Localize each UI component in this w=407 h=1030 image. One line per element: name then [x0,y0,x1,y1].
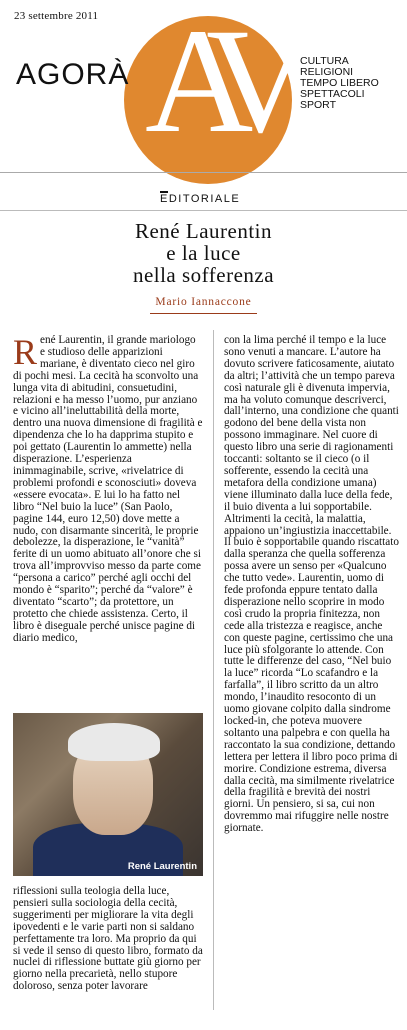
column-text: ené Laurentin, il grande mariologo e studioso delle apparizioni mariane, è diventato cieco nel giro di pochi mesi. La cecità ha sconvolto una lunga vita di abitudini, consuetudini, relazioni e ha messo l’uomo, pur anziano e vicino all’ineluttabilità della morte, dentro una nuova dimensione di fragilità e dipendenza che lo ha dapprima stupito e poi gettato (Laurentin lo ammette) nella disperazione. L’esperienza inimmaginabile, scrive, «rivelatrice di problemi profondi e sconosciuti» doveva «essere evocata». E lui lo ha fatto nel libro “Nel buio la luce” (San Paolo, pagine 144, euro 12,50) dove mette a nudo, con disarmante sincerità, le proprie debolezze, la disperazione, le “vanità” ferite di un uomo abituato all’onore che si trova all’improvviso messo da parte come “persona a carico” perché agli occhi del mondo è “sparito”; perché da “valore” è diventato “scarto”; da protettore, un protetto che chiede assistenza. Certo, il libro è diseguale perché unisce pagine di diario medico, [13,334,203,644]
headline-line: e la luce [166,241,241,265]
byline: Mario Iannaccone [155,296,252,308]
section-item: RELIGIONI [300,66,354,78]
author-photo [13,713,203,876]
byline-underline [150,313,257,314]
photo-hair [68,723,160,761]
headline [60,220,347,286]
column-text: con la lima perché il tempo e la luce sono venuti a mancare. L’autore ha dovuto scrivere faticosamente, aiutato da altri; l’attività che un tempo pareva così naturale gli è divenuta impervia, ma ha voluto comunque descriverci, dall’interno, una condizione che quanti godono del bene della vista non possono immaginare. Nel cuore di questo libro una serie di ragionamenti toccanti: soltanto se il cieco (o il sofferente, essendo la cecità una metafora della condizione umana) viene illuminato dalla luce della fede, il buio diventa a lui sopportabile. Altrimenti la cecità, la malattia, appaiono un’ingiustizia inaccettabile. Il buio è sopportabile quando riscattato dalla speranza che quella sofferenza possa avere un senso per «Qualcuno che tutto vede». Laurentin, uomo di fede profonda eppure tentato dalla disperazione nello scoprire in modo così crudo la propria finitezza, non cede alla tristezza e reagisce, anche con queste pagine, certissimo che una luce più sfolgorante lo attende. Con tutte le differenze del caso, “Nel buio la luce” ricorda “Lo scafandro e la farfalla”, il libro scritto da un altro mondo, l’inaudito resoconto di un uomo giovane colpito dalla sindrome locked-in, che poteva muovere soltanto una palpebra e con quella ha raccontato la sua condizione, dettando lettera per lettera il libro poco prima di morire. Condizione estrema, diversa dalla cecità, ma similmente rivelatrice della fragilità e brevità dei nostri giorni. Un pensiero, si sa, cui non dovremmo mai rifuggire nelle nostre giornate. [224,334,399,835]
section-item: CULTURA [300,55,349,67]
logo-mark: AV [145,0,287,164]
section-item: SPETTACOLI [300,88,365,100]
headline-line: René Laurentin [134,219,273,243]
photo-caption: René Laurentin [127,861,197,872]
issue-date: 23 settembre 2011 [14,10,99,22]
headline-line: nella sofferenza [132,263,275,287]
article-column-2 [224,335,399,835]
header-divider [0,172,407,173]
column-text: riflessioni sulla teologia della luce, pensieri sulla sociologia della cecità, suggerimenti per migliorare la vita degli ipovedenti e le varie parti non si saldano perfettamente tra loro. Ma proprio da qui si vede il senso di questo libro, formato da nuclei di riflessione buttate giù giorno per giorno nella precarietà, nello stupore doloroso, senza poter lavorare [13,885,203,993]
section-item: TEMPO LIBERO [300,77,379,89]
column-divider [213,330,214,1010]
logo-word: AGORÀ [16,58,130,91]
article-column-1-continued [13,886,203,993]
drop-cap: R [13,332,38,372]
article-column-1 [13,332,203,645]
section-label: EDITORIALE [160,193,241,205]
section-item: SPORT [300,99,336,111]
section-divider [0,210,407,211]
section-list [300,56,379,111]
